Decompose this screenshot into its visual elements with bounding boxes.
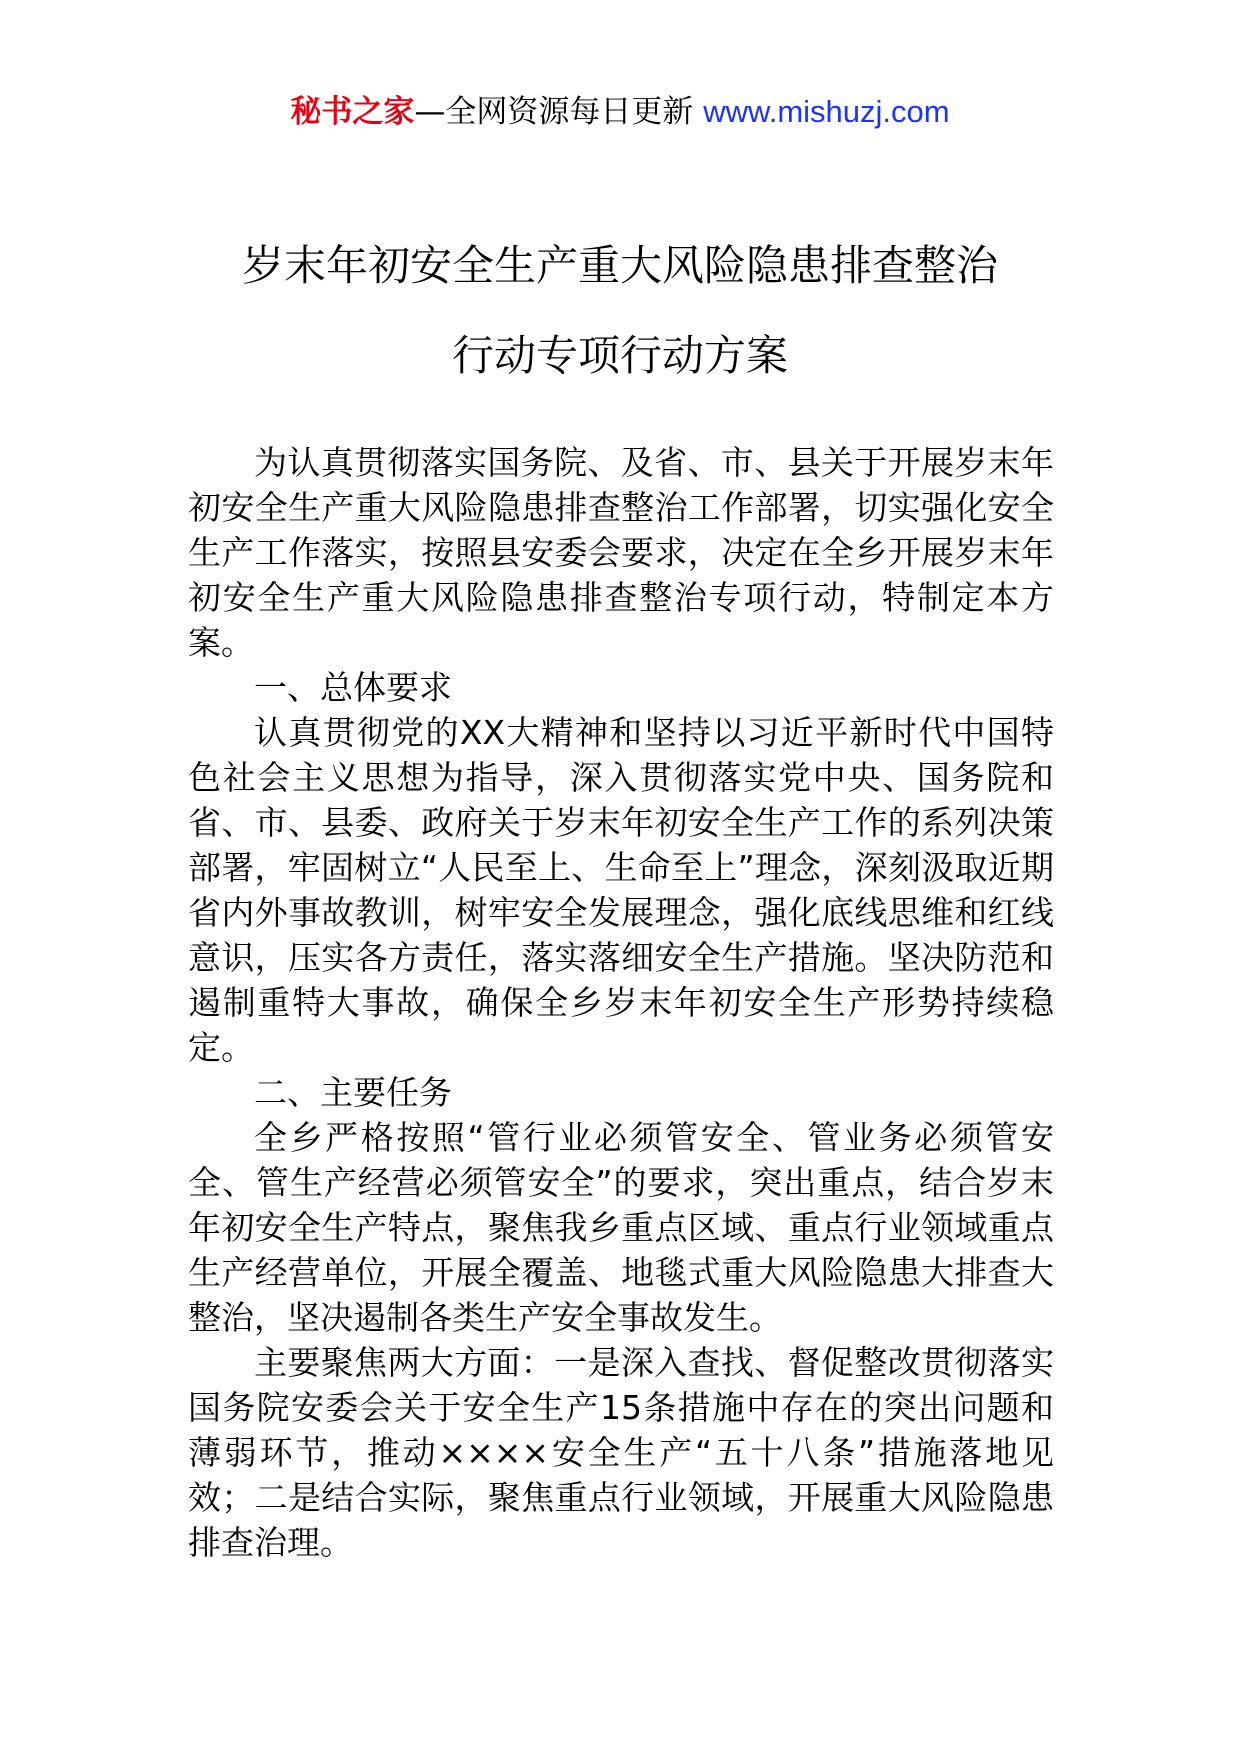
site-url-link[interactable]: www.mishuzj.com (703, 94, 950, 129)
document-body (188, 440, 1054, 1565)
document-title-line-2: 行动专项行动方案 (451, 331, 788, 380)
section-heading-general-requirements: 一、总体要求 (254, 668, 452, 707)
section-heading-main-tasks: 二、主要任务 (254, 1073, 452, 1112)
site-header (0, 92, 1240, 132)
paragraph-main-tasks: 全乡严格按照“管行业必须管安全、管业务必须管安全、管生产经营必须管安全”的要求，突出重点，结合岁末年初安全生产特点，聚焦我乡重点区域、重点行业领域重点生产经营单位，开展全覆盖、地毯式重大风险隐患大排查大整治，坚决遏制各类生产安全事故发生。 (188, 1118, 1054, 1337)
site-tagline: —全网资源每日更新 (414, 94, 694, 130)
paragraph-two-focus-areas: 主要聚焦两大方面：一是深入查找、督促整改贯彻落实国务院安委会关于安全生产15条措施中存在的突出问题和薄弱环节，推动××××安全生产“五十八条”措施落地见效；二是结合实际，聚焦重点行业领域，开展重大风险隐患排查治理。 (188, 1343, 1054, 1562)
document-title-line-1: 岁末年初安全生产重大风险隐患排查整治 (241, 241, 998, 290)
paragraph-general-requirements: 认真贯彻党的XX大精神和坚持以习近平新时代中国特色社会主义思想为指导，深入贯彻落实党中央、国务院和省、市、县委、政府关于岁末年初安全生产工作的系列决策部署，牢固树立“人民至上、生命至上”理念，深刻汲取近期省内外事故教训，树牢安全发展理念，强化底线思维和红线意识，压实各方责任，落实落细安全生产措施。坚决防范和遏制重特大事故，确保全乡岁末年初安全生产形势持续稳定。 (188, 713, 1054, 1067)
site-brand: 秘书之家 (290, 94, 415, 130)
paragraph-intro: 为认真贯彻落实国务院、及省、市、县关于开展岁末年初安全生产重大风险隐患排查整治工作部署，切实强化安全生产工作落实，按照县安委会要求，决定在全乡开展岁末年初安全生产重大风险隐患排查整治专项行动，特制定本方案。 (188, 443, 1054, 662)
